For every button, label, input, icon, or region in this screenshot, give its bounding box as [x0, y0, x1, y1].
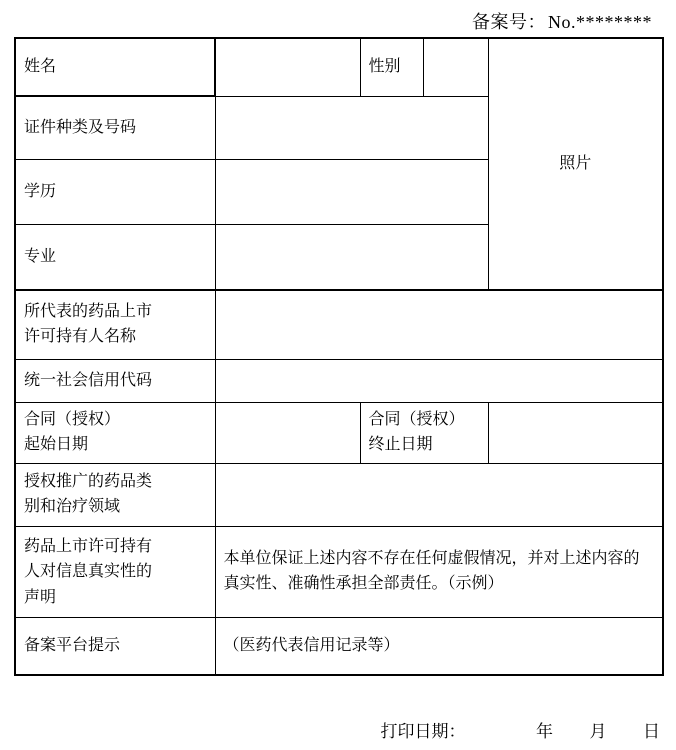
value-education[interactable] — [215, 160, 488, 225]
label-contract-start-line1: 合同（授权） — [24, 411, 121, 429]
label-education: 学历 — [15, 160, 215, 225]
table-row-mah — [15, 290, 663, 360]
label-promotion-scope-line1: 授权推广的药品类 — [24, 473, 153, 491]
label-authenticity-statement — [15, 527, 215, 618]
value-credit-code[interactable] — [215, 360, 663, 403]
label-authenticity-statement-line3: 声明 — [24, 588, 57, 606]
label-platform-note: 备案平台提示 — [15, 618, 215, 676]
day-label: 日 — [643, 722, 660, 741]
label-authenticity-statement-line2: 人对信息真实性的 — [24, 563, 153, 581]
label-authenticity-statement-line1: 药品上市许可持有 — [24, 537, 153, 555]
label-name: 姓名 — [15, 38, 215, 96]
table-row-name — [15, 38, 663, 96]
label-mah-name — [15, 290, 215, 360]
print-date-label: 打印日期： — [380, 722, 466, 741]
label-contract-end-line1: 合同（授权） — [368, 411, 465, 429]
value-platform-note: （医药代表信用记录等） — [215, 618, 663, 676]
record-number-value: No.******** — [548, 12, 652, 32]
photo-placeholder: 照片 — [488, 38, 663, 290]
month-label: 月 — [589, 722, 607, 741]
value-contract-end[interactable] — [488, 403, 663, 464]
value-name[interactable] — [215, 38, 360, 96]
table-row-statement — [15, 527, 663, 618]
label-contract-end — [360, 403, 488, 464]
value-promotion-scope[interactable] — [215, 464, 663, 527]
label-contract-start — [15, 403, 215, 464]
table-row-platform-note — [15, 618, 663, 676]
label-contract-end-line2: 终止日期 — [368, 436, 433, 453]
value-id-type-number[interactable] — [215, 96, 488, 160]
table-row-contract-dates — [15, 403, 663, 464]
value-authenticity-statement[interactable]: 本单位保证上述内容不存在任何虚假情况，并对上述内容的真实性、准确性承担全部责任。（示例） — [215, 527, 663, 618]
year-label: 年 — [536, 722, 553, 741]
label-major: 专业 — [15, 225, 215, 291]
label-gender: 性别 — [360, 38, 423, 96]
value-contract-start[interactable] — [215, 403, 360, 464]
print-date-line — [0, 717, 660, 742]
label-id-type-number: 证件种类及号码 — [15, 96, 215, 160]
label-mah-name-line2: 许可持有人名称 — [24, 328, 137, 345]
label-credit-code: 统一社会信用代码 — [15, 360, 215, 403]
label-mah-name-line1: 所代表的药品上市 — [24, 303, 153, 321]
label-promotion-scope — [15, 464, 215, 527]
value-gender[interactable] — [423, 38, 488, 96]
value-mah-name[interactable] — [215, 290, 663, 360]
record-number-line — [472, 8, 652, 34]
record-number-label: 备案号： — [472, 12, 546, 32]
value-major[interactable] — [215, 225, 488, 291]
label-contract-start-line2: 起始日期 — [24, 436, 89, 453]
registration-form-table — [14, 37, 664, 676]
label-promotion-scope-line2: 别和治疗领域 — [24, 498, 121, 515]
table-row-scope — [15, 464, 663, 527]
table-row-credit-code — [15, 360, 663, 403]
